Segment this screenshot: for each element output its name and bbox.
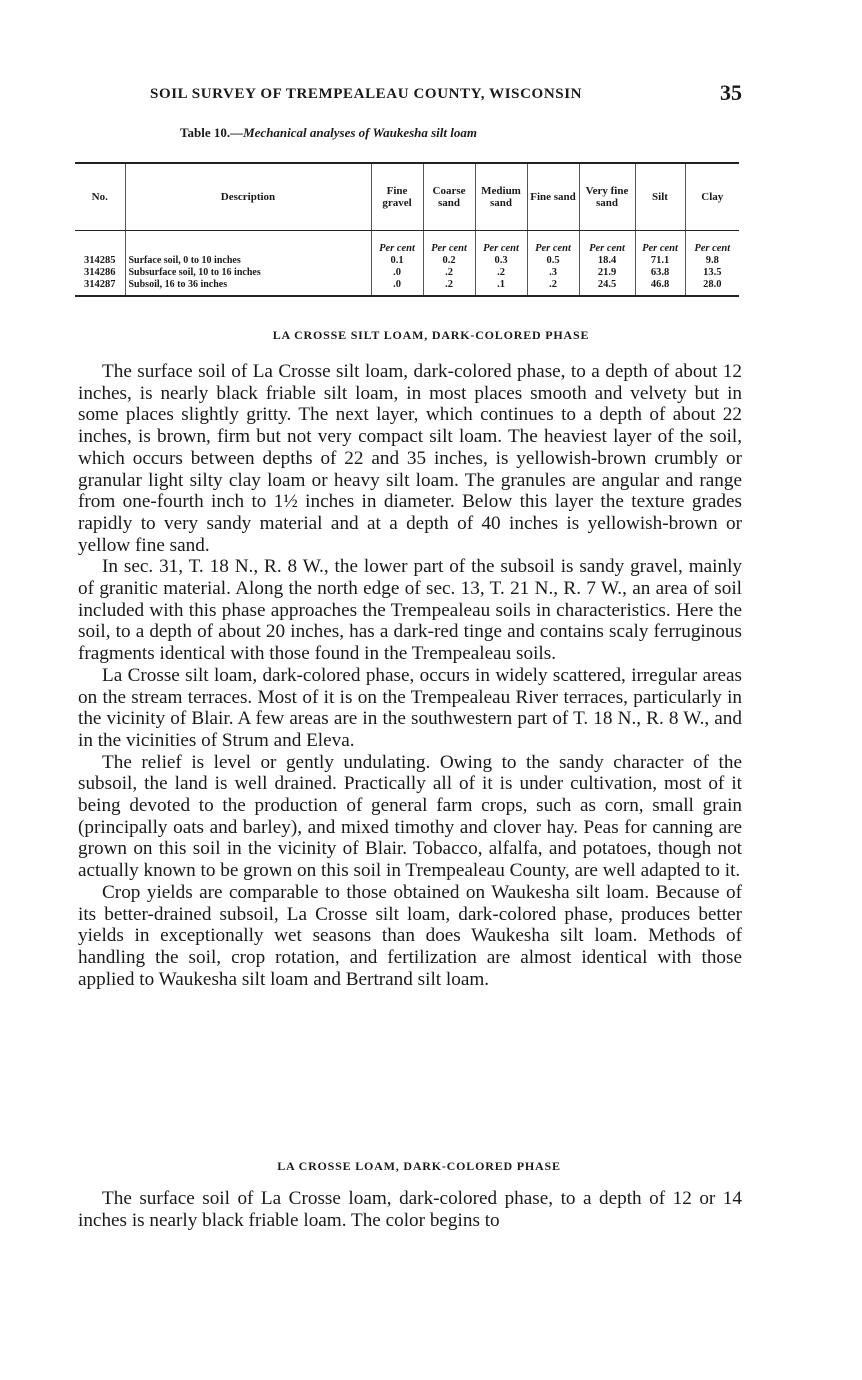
column-header: Fine gravel bbox=[371, 163, 423, 231]
table-cell: .3 bbox=[527, 267, 579, 279]
sample-number: 314286 bbox=[84, 267, 116, 278]
sample-description: Subsoil, 16 to 36 inches bbox=[125, 279, 371, 296]
sample-description: Surface soil, 0 to 10 inches bbox=[125, 255, 371, 267]
table-cell: 13.5 bbox=[685, 267, 739, 279]
paragraph: The surface soil of La Crosse loam, dark-colored phase, to a depth of 12 or 14 inches is nearly black friable loam. The color begins to bbox=[78, 1188, 742, 1231]
table-row bbox=[75, 279, 739, 296]
section-heading: LA CROSSE LOAM, DARK-COLORED PHASE bbox=[277, 1159, 561, 1173]
paragraph: The relief is level or gently undulating. Owing to the sandy character of the subsoil, the land is well drained. Practically all of it is under cultivation, most of it being devoted to the production of general farm crops, such as corn, small grain (principally oats and barley), and mixed timothy and clover hay. Peas for canning are grown on this soil in the vicinity of Blair. Tobacco, alfalfa, and potatoes, though not actually known to be grown on this soil in Trempealeau County, are well adapted to it. bbox=[78, 751, 742, 882]
sample-description: Subsurface soil, 10 to 16 inches bbox=[125, 267, 371, 279]
column-header: Coarse sand bbox=[423, 163, 475, 231]
section-heading: LA CROSSE SILT LOAM, DARK-COLORED PHASE bbox=[272, 328, 590, 342]
unit-cell: Per cent bbox=[635, 231, 685, 256]
column-header: Medium sand bbox=[475, 163, 527, 231]
table-cell: 46.8 bbox=[635, 279, 685, 296]
table-cell: 0.2 bbox=[423, 255, 475, 267]
unit-cell: Per cent bbox=[371, 231, 423, 256]
table-cell: 0.3 bbox=[475, 255, 527, 267]
table-cell: 24.5 bbox=[579, 279, 635, 296]
table-cell: .2 bbox=[527, 279, 579, 296]
table-cell: .2 bbox=[423, 267, 475, 279]
column-header: No. bbox=[75, 163, 125, 231]
table-cell: .2 bbox=[475, 267, 527, 279]
unit-cell: Per cent bbox=[579, 231, 635, 256]
table-caption-label: Table 10. bbox=[180, 125, 231, 140]
column-header: Very fine sand bbox=[579, 163, 635, 231]
unit-cell bbox=[125, 231, 371, 256]
column-header: Silt bbox=[635, 163, 685, 231]
table-caption bbox=[180, 125, 740, 141]
page-header bbox=[150, 80, 742, 108]
table-cell: .1 bbox=[475, 279, 527, 296]
section-body bbox=[78, 1188, 742, 1231]
sample-number: 314287 bbox=[75, 279, 125, 296]
table-cell: 18.4 bbox=[579, 255, 635, 267]
column-header: Description bbox=[125, 163, 371, 231]
unit-cell bbox=[75, 231, 125, 256]
table-cell: 0.5 bbox=[527, 255, 579, 267]
section-body bbox=[78, 361, 742, 990]
paragraph: La Crosse silt loam, dark-colored phase, occurs in widely scattered, irregular areas on the stream terraces. Most of it is on the Trempealeau River terraces, particularly in the vicinity of Blair. A few areas are in the southwestern part of T. 18 N., R. 8 W., and in the vicinities of Strum and Eleva. bbox=[78, 664, 742, 751]
table-caption-title: —Mechanical analyses of Waukesha silt loam bbox=[230, 125, 477, 140]
table-header-row bbox=[75, 163, 739, 231]
table-cell: .2 bbox=[423, 279, 475, 296]
table-cell: 0.1 bbox=[371, 255, 423, 267]
mechanical-analyses-table bbox=[75, 162, 739, 297]
table-cell: 63.8 bbox=[635, 267, 685, 279]
sample-number: 314285 bbox=[84, 255, 116, 266]
units-row bbox=[75, 231, 739, 256]
table-cell: .0 bbox=[371, 279, 423, 296]
running-head: SOIL SURVEY OF TREMPEALEAU COUNTY, WISCONSIN bbox=[150, 86, 583, 102]
unit-cell: Per cent bbox=[475, 231, 527, 256]
table-cell: 28.0 bbox=[685, 279, 739, 296]
table-row bbox=[75, 255, 739, 267]
paragraph: In sec. 31, T. 18 N., R. 8 W., the lower part of the subsoil is sandy gravel, mainly of granitic material. Along the north edge of sec. 13, T. 21 N., R. 7 W., an area of soil included with this phase approaches the Trempealeau soils in characteristics. Here the soil, to a depth of about 20 inches, has a dark-red tinge and contains scaly ferruginous fragments identical with those found in the Trempealeau soils. bbox=[78, 556, 742, 665]
column-header: Clay bbox=[685, 163, 739, 231]
paragraph: Crop yields are comparable to those obtained on Waukesha silt loam. Because of its better-drained subsoil, La Crosse silt loam, dark-colored phase, produces better yields in exceptionally wet seasons than does Waukesha silt loam. Methods of handling the soil, crop rotation, and fertilization are almost identical with those applied to Waukesha silt loam and Bertrand silt loam. bbox=[78, 881, 742, 990]
table-cell: 9.8 bbox=[685, 255, 739, 267]
table-cell: .0 bbox=[371, 267, 423, 279]
page-number: 35 bbox=[720, 80, 742, 105]
table-cell: 21.9 bbox=[579, 267, 635, 279]
unit-cell: Per cent bbox=[527, 231, 579, 256]
table-cell: 71.1 bbox=[635, 255, 685, 267]
unit-cell: Per cent bbox=[423, 231, 475, 256]
column-header: Fine sand bbox=[527, 163, 579, 231]
paragraph: The surface soil of La Crosse silt loam, dark-colored phase, to a depth of about 12 inches, is nearly black friable silt loam, in most places smooth and velvety but in some places slightly gritty. The next layer, which continues to a depth of about 22 inches, is brown, firm but not very compact silt loam. The heaviest layer of the soil, which occurs between depths of 22 and 35 inches, is yellowish-brown crumbly or granular light silty clay loam or heavy silt loam. The granules are angular and range from one-fourth inch to 1½ inches in diameter. Below this layer the texture grades rapidly to very sandy material and at a depth of 40 inches is yellowish-brown or yellow fine sand. bbox=[78, 361, 742, 556]
unit-cell: Per cent bbox=[685, 231, 739, 256]
table-row bbox=[75, 267, 739, 279]
